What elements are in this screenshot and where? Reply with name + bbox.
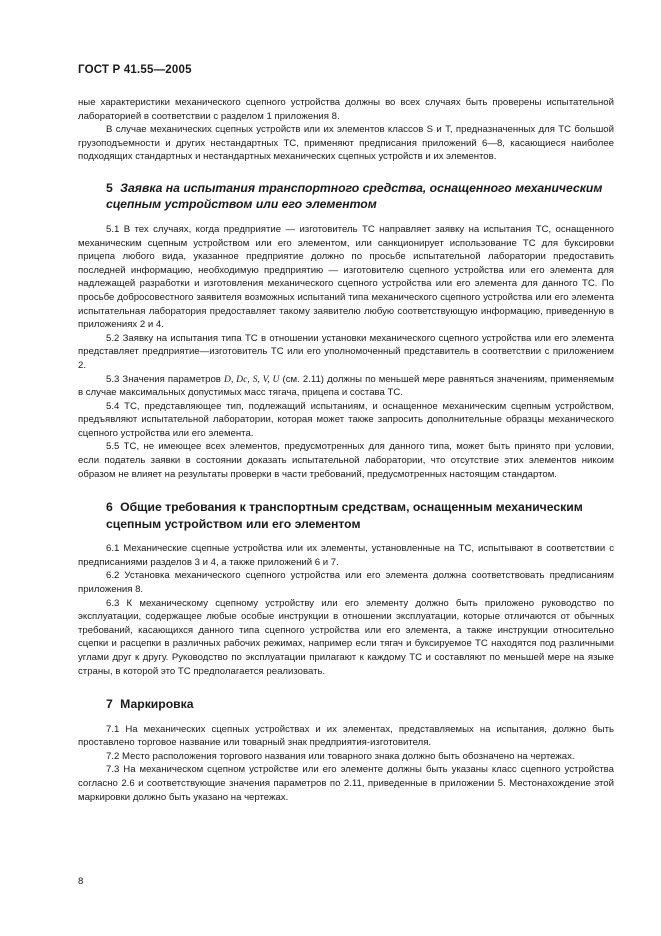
section-7-number: 7 <box>106 697 113 712</box>
paragraph-5-5: 5.5 ТС, не имеющее всех элементов, предусмотренных для данного типа, может быть принято при условии, если податель заявки в состоянии доказать испытательной лаборатории, что отсутствие этих элементов никоим образом не влияет на результаты проверки в части требований, предусмотренных настоящим стандартом. <box>78 441 614 480</box>
paragraph-5-3-lead: 5.3 Значения параметров <box>106 373 221 385</box>
paragraph-7-2: 7.2 Место расположения торгового названия или товарного знака должно быть обозначено на чертежах. <box>106 750 575 762</box>
paragraph-7-1: 7.1 На механических сцепных устройствах и их элементах, представляемых на испытания, должно быть проставлено торговое название или товарный знак предприятия-изготовителя. <box>78 723 614 749</box>
section-5-heading <box>78 180 614 213</box>
section-5-title: Заявка на испытания транспортного средства, оснащенного механическим сцепным устройством или его элементом <box>106 180 603 212</box>
section-7-title: Маркировка <box>120 697 194 712</box>
document-body <box>78 96 614 804</box>
document-header: ГОСТ Р 41.55—2005 <box>78 64 192 76</box>
section-7-heading <box>78 696 614 713</box>
paragraph-5-3-tail: (см. 2.11) должны по меньшей мере равняться значениям, применяемым в случае максимальных допустимых масс тягача, прицепа и состава ТС. <box>78 373 614 399</box>
paragraph-5-2: 5.2 Заявку на испытания типа ТС в отношении установки механического сцепного устройства или его элемента представляет предприятие—изготовитель ТС или его уполномоченный представитель в соответствии с приложением 2. <box>78 332 614 371</box>
page-number: 8 <box>78 876 84 887</box>
paragraph-6-2: 6.2 Установка механического сцепного устройства или его элемента должна соответствовать предписаниям приложения 8. <box>78 570 614 596</box>
intro-paragraph-1: ные характеристики механического сцепного устройства должны во всех случаях быть проверены испытательной лабораторией в соответствии с разделом 1 приложения 8. <box>78 97 614 122</box>
paragraph-5-3 <box>78 373 614 400</box>
section-6-title: Общие требования к транспортным средствам, оснащенным механическим сцепным устройством или его элементом <box>106 500 583 531</box>
paragraph-7-3: 7.3 На механическом сцепном устройстве или его элементе должны быть указаны класс сцепного устройства согласно 2.6 и соответствующие значения параметров по 2.11, приведенные в приложении 5. Местонахождение этой маркировки должно быть указано на чертежах. <box>78 764 614 803</box>
section-6-heading <box>78 499 614 532</box>
paragraph-6-1: 6.1 Механические сцепные устройства или их элементы, установленные на ТС, испытывают в соответствии с предписаниями разделов 3 и 4, а также приложений 6 и 7. <box>78 543 614 568</box>
section-5-number: 5 <box>106 180 113 195</box>
section-6-number: 6 <box>106 500 113 515</box>
intro-paragraph-2: В случае механических сцепных устройств или их элементов классов S и T, предназначенных для ТС большой грузоподъемности и других нестандартных ТС, применяют предписания приложений 6—8, касающиеся наиболее подходящих стандартных и нестандартных механических сцепных устройств и их элементов. <box>78 124 614 163</box>
paragraph-5-1: 5.1 В тех случаях, когда предприятие — изготовитель ТС направляет заявку на испытания ТС, оснащенного механическим сцепным устройством или его элементом, или санкционирует использование ТС для буксировки прицепа любого вида, указанное предприятие должно по просьбе испытательной лаборатории предоставить последней информацию, необходимую предприятию — изготовителю сцепного устройства или его элемента для надлежащей разработки и изготовления механического сцепного устройства или его элемента для данного ТС. По просьбе добросовестного заявителя возможных испытаний типа механического сцепного устройства или его элемента испытательная лаборатория предоставляет такому заявителю любую соответствующую информацию, приведенную в приложениях 2 и 4. <box>78 223 614 331</box>
parameter-symbols: D, Dc, S, V, U <box>224 373 280 385</box>
paragraph-6-3: 6.3 К механическому сцепному устройству или его элементу должно быть приложено руководство по эксплуатации, содержащее любые особые инструкции в отношении эксплуатации, которые отличаются от обычных требований, касающихся данного типа сцепного устройства или его элемента, а также инструкции относительно сцепки и расцепки в различных рабочих режимах, например если тягач и буксируемое ТС находятся под различными углами друг к другу. Руководство по эксплуатации прилагают к каждому ТС и составляют по меньшей мере на языке страны, в которой это ТС предполагается реализовать. <box>78 597 614 677</box>
paragraph-5-4: 5.4 ТС, представляющее тип, подлежащий испытаниям, и оснащенное механическим сцепным устройством, предъявляют испытательной лаборатории, которая может также запросить дополнительные образцы механического сцепного устройства или его элемента. <box>78 400 614 439</box>
